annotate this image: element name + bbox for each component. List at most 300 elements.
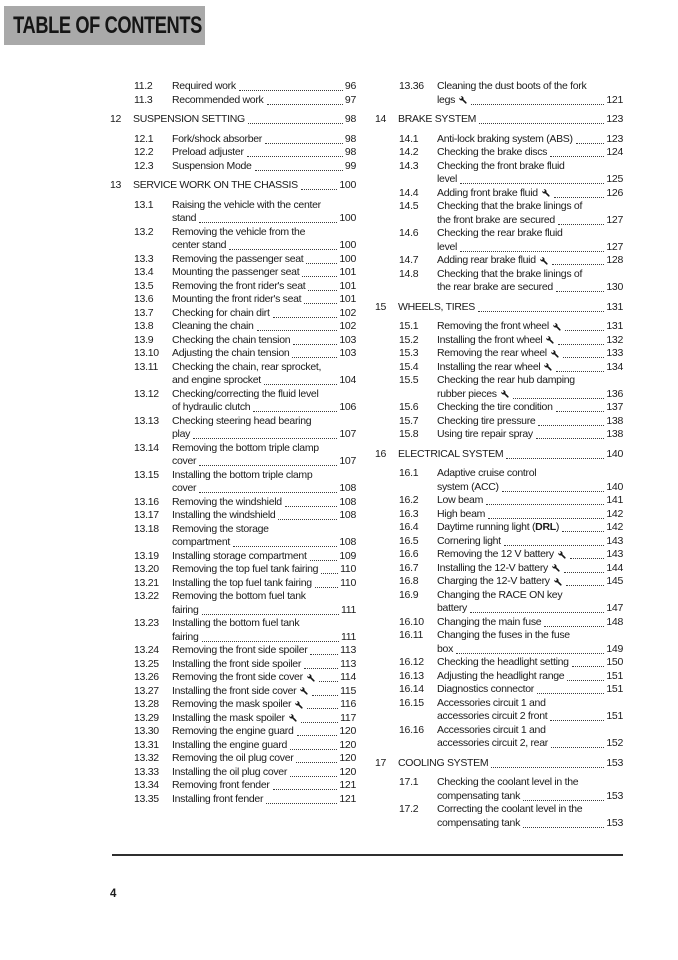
wrench-icon xyxy=(294,700,304,710)
entry-title: Cleaning the chain xyxy=(172,320,254,332)
dot-leader xyxy=(266,793,337,804)
wrench-icon xyxy=(550,349,560,359)
entry-line xyxy=(172,361,356,375)
entry-body xyxy=(172,644,356,658)
entry-body xyxy=(437,521,623,535)
entry-body xyxy=(437,589,623,616)
dot-leader xyxy=(264,374,338,385)
page-ref: 148 xyxy=(606,615,623,628)
entry-body xyxy=(437,494,623,508)
entry-title: Installing the front side cover xyxy=(172,684,297,697)
page-number: 4 xyxy=(110,888,117,900)
wrench-icon xyxy=(551,563,561,573)
entry-title: Installing the rear wheel xyxy=(437,360,541,373)
dot-leader xyxy=(273,307,338,318)
toc-chapter xyxy=(110,113,356,127)
entry-number: 16.5 xyxy=(399,534,419,547)
entry-body xyxy=(437,227,623,254)
entry-line xyxy=(172,590,356,604)
entry-number: 16.12 xyxy=(399,656,424,668)
entry-title: Removing the passenger seat xyxy=(172,252,304,265)
page-header xyxy=(4,6,205,45)
page-ref: 123 xyxy=(606,113,623,125)
page-ref: 101 xyxy=(339,293,356,305)
page-title: TABLE OF CONTENTS xyxy=(13,11,202,39)
dot-leader xyxy=(297,725,338,736)
entry-title: Removing the 12 V battery xyxy=(437,548,554,560)
entry-title: Checking steering head bearing xyxy=(172,414,312,427)
dot-leader xyxy=(562,521,604,532)
page-ref: 140 xyxy=(606,447,623,460)
entry-body xyxy=(172,752,356,766)
entry-line xyxy=(172,199,356,213)
page-ref: 151 xyxy=(606,683,623,695)
dot-leader xyxy=(471,94,604,105)
dot-leader xyxy=(537,683,604,694)
entry-line xyxy=(437,790,623,804)
entry-body xyxy=(172,199,356,226)
entry-line xyxy=(172,266,356,280)
page-ref: 108 xyxy=(339,536,356,548)
entry-body xyxy=(172,671,356,685)
entry-body xyxy=(172,160,356,174)
entry-body xyxy=(172,739,356,753)
page-ref: 101 xyxy=(339,279,356,292)
entry-line xyxy=(172,536,356,550)
entry-number: 13.23 xyxy=(134,617,159,629)
entry-line xyxy=(437,347,623,361)
entry-title: center stand xyxy=(172,239,227,251)
page-ref: 120 xyxy=(339,752,356,764)
entry-title: BRAKE SYSTEM xyxy=(398,113,477,125)
toc-entry xyxy=(110,415,356,442)
dot-leader xyxy=(565,320,605,331)
dot-leader xyxy=(199,212,337,223)
entry-line xyxy=(172,509,356,523)
toc-entry xyxy=(110,671,356,685)
entry-title: cover xyxy=(172,482,197,494)
page-ref: 100 xyxy=(339,179,356,191)
dot-leader xyxy=(319,671,338,682)
page-ref: 131 xyxy=(606,300,623,313)
toc-entry xyxy=(375,254,623,268)
entry-body xyxy=(172,320,356,334)
entry-body xyxy=(172,617,356,644)
toc-chapter xyxy=(110,179,356,193)
entry-title: Checking the rear hub damping xyxy=(437,374,575,386)
dot-leader xyxy=(558,334,604,345)
entry-title: Removing the windshield xyxy=(172,495,282,508)
entry-body xyxy=(172,388,356,415)
entry-title: Checking that the brake linings of xyxy=(437,267,583,280)
page-ref: 149 xyxy=(606,642,623,655)
entry-title: Low beam xyxy=(437,494,484,506)
wrench-icon xyxy=(543,362,553,372)
entry-line xyxy=(437,173,623,187)
entry-line xyxy=(172,401,356,415)
entry-line xyxy=(172,617,356,631)
page-ref: 138 xyxy=(606,414,623,427)
page-ref: 97 xyxy=(344,93,356,106)
dot-leader xyxy=(302,266,337,277)
entry-title: Required work xyxy=(172,80,236,92)
dot-leader xyxy=(199,455,337,466)
entry-body xyxy=(437,535,623,549)
entry-title: SERVICE WORK ON THE CHASSIS xyxy=(133,179,298,191)
toc-entry xyxy=(375,535,623,549)
page-ref: 109 xyxy=(339,549,356,562)
toc-entry xyxy=(110,253,356,267)
entry-line xyxy=(172,766,356,780)
dot-leader xyxy=(315,577,338,588)
page-ref: 108 xyxy=(339,482,356,494)
dot-leader xyxy=(306,253,337,264)
toc-entry xyxy=(375,575,623,589)
entry-number: 16.11 xyxy=(399,629,423,641)
toc-entry xyxy=(110,94,356,108)
page-ref: 100 xyxy=(339,239,356,251)
dot-leader xyxy=(321,563,338,574)
wrench-icon xyxy=(557,550,567,560)
toc-entry xyxy=(110,793,356,807)
page-ref: 144 xyxy=(606,561,623,574)
entry-body xyxy=(437,187,623,201)
entry-line xyxy=(437,214,623,228)
wrench-icon xyxy=(539,256,549,266)
entry-line xyxy=(437,643,623,657)
toc-entry xyxy=(110,133,356,147)
wrench-icon xyxy=(306,673,316,683)
page-ref: 120 xyxy=(339,765,356,778)
wrench-icon xyxy=(545,335,555,345)
toc-entry xyxy=(375,227,623,254)
entry-line xyxy=(437,334,623,348)
entry-number: 16.3 xyxy=(399,507,419,520)
entry-title: Checking the chain tension xyxy=(172,333,291,346)
page-ref: 126 xyxy=(606,186,623,199)
entry-line xyxy=(172,658,356,672)
dot-leader xyxy=(488,508,604,519)
entry-number: 16.1 xyxy=(399,467,419,479)
page-ref: 141 xyxy=(606,494,623,506)
toc-entry xyxy=(375,589,623,616)
entry-line xyxy=(437,710,623,724)
entry-body xyxy=(437,374,623,401)
entry-title: legs xyxy=(437,93,456,106)
entry-line xyxy=(172,442,356,456)
entry-line xyxy=(172,388,356,402)
page-ref: 121 xyxy=(606,93,623,106)
page-ref: 138 xyxy=(606,428,623,440)
entry-title: Installing the front side spoiler xyxy=(172,657,302,670)
page-ref: 133 xyxy=(606,347,623,359)
entry-line xyxy=(172,496,356,510)
entry-title: Suspension Mode xyxy=(172,159,252,172)
entry-title: Installing the front wheel xyxy=(437,333,543,346)
entry-body xyxy=(437,268,623,295)
toc-entry xyxy=(375,187,623,201)
entry-title: Checking tire pressure xyxy=(437,414,536,427)
page-ref: 114 xyxy=(340,671,356,683)
entry-body xyxy=(172,94,356,108)
page-ref: 151 xyxy=(606,710,623,722)
entry-title: Accessories circuit 1 and xyxy=(437,723,546,736)
entry-body xyxy=(172,442,356,469)
dot-leader xyxy=(576,133,605,144)
entry-number: 13.17 xyxy=(134,509,159,521)
page-ref: 120 xyxy=(339,725,356,737)
entry-line xyxy=(172,698,356,712)
dot-leader xyxy=(304,293,337,304)
entry-number: 14.8 xyxy=(399,267,419,280)
entry-title: Removing the engine guard xyxy=(172,725,294,737)
page-ref: 132 xyxy=(606,333,623,346)
dot-leader xyxy=(558,214,604,225)
entry-number: 13.25 xyxy=(134,657,159,670)
page-ref: 153 xyxy=(606,816,623,829)
toc-entry xyxy=(110,361,356,388)
page-ref: 128 xyxy=(606,254,623,266)
toc-entry xyxy=(375,160,623,187)
entry-number: 14.4 xyxy=(399,186,419,199)
page-ref: 113 xyxy=(340,657,356,670)
entry-title: compensating tank xyxy=(437,789,521,802)
entry-body xyxy=(437,562,623,576)
entry-body xyxy=(172,685,356,699)
entry-title: Adaptive cruise control xyxy=(437,467,537,479)
dot-leader xyxy=(478,301,604,312)
entry-line xyxy=(437,200,623,214)
entry-title: battery xyxy=(437,602,467,614)
toc-entry xyxy=(375,467,623,494)
entry-number: 13.18 xyxy=(134,522,159,535)
toc-entry xyxy=(110,347,356,361)
entry-line xyxy=(437,521,623,535)
entry-number: 13.16 xyxy=(134,495,159,508)
dot-leader xyxy=(248,113,343,124)
entry-title: Checking that the brake linings of xyxy=(437,200,583,212)
entry-line xyxy=(437,241,623,255)
entry-body xyxy=(172,469,356,496)
dot-leader xyxy=(255,160,343,171)
chapter-number: 17 xyxy=(375,756,387,769)
entry-body xyxy=(172,226,356,253)
toc-entry xyxy=(375,334,623,348)
dot-leader xyxy=(513,388,605,399)
entry-number: 16.6 xyxy=(399,548,419,560)
entry-body xyxy=(437,697,623,724)
entry-title: Checking the tire condition xyxy=(437,401,553,413)
toc-entry xyxy=(375,697,623,724)
page-ref: 120 xyxy=(339,738,356,751)
entry-line xyxy=(172,685,356,699)
entry-number: 11.3 xyxy=(134,93,153,106)
entry-title: Installing the 12-V battery xyxy=(437,561,548,574)
page-ref: 147 xyxy=(606,602,623,614)
toc-entry xyxy=(110,160,356,174)
entry-body xyxy=(437,334,623,348)
entry-title: Removing the front rider's seat xyxy=(172,279,306,292)
entry-line xyxy=(437,361,623,375)
entry-title: Preload adjuster xyxy=(172,146,244,158)
dot-leader xyxy=(470,602,604,613)
entry-line xyxy=(437,320,623,334)
page-ref: 131 xyxy=(606,320,623,332)
page-ref: 140 xyxy=(606,480,623,493)
entry-line xyxy=(437,548,623,562)
entry-line xyxy=(437,803,623,817)
entry-body xyxy=(172,293,356,307)
page-ref: 125 xyxy=(606,173,623,185)
entry-number: 13.14 xyxy=(134,441,159,454)
entry-line xyxy=(172,779,356,793)
dot-leader xyxy=(247,146,343,157)
page-ref: 142 xyxy=(606,507,623,520)
entry-number: 13.27 xyxy=(134,684,159,697)
page-ref: 100 xyxy=(339,252,356,265)
entry-title: play xyxy=(172,428,191,440)
entry-line xyxy=(172,550,356,564)
page-ref: 127 xyxy=(606,240,623,253)
page-ref: 137 xyxy=(606,401,623,413)
entry-body xyxy=(172,361,356,388)
page-ref: 96 xyxy=(344,80,356,92)
entry-line xyxy=(172,671,356,685)
entry-body xyxy=(172,793,356,807)
entry-title: level xyxy=(437,173,458,185)
toc-entry xyxy=(375,629,623,656)
entry-title: accessories circuit 2, rear xyxy=(437,737,548,749)
entry-title: Adding front brake fluid xyxy=(437,186,538,199)
entry-number: 15.4 xyxy=(399,360,419,373)
dot-leader xyxy=(551,737,604,748)
entry-number: 15.2 xyxy=(399,333,419,346)
entry-body xyxy=(437,683,623,697)
entry-body xyxy=(437,616,623,630)
toc-entry xyxy=(110,80,356,94)
entry-title: Checking the chain, rear sprocket, xyxy=(172,360,322,373)
entry-number: 13.36 xyxy=(399,80,424,92)
wrench-icon xyxy=(299,686,309,696)
entry-line xyxy=(172,307,356,321)
page-ref: 130 xyxy=(606,281,623,293)
entry-title: Mounting the passenger seat xyxy=(172,266,300,278)
entry-title: Adjusting the headlight range xyxy=(437,669,565,682)
toc-entry xyxy=(110,509,356,523)
toc-chapter xyxy=(375,757,623,771)
entry-line xyxy=(172,133,356,147)
dot-leader xyxy=(257,320,338,331)
dot-leader xyxy=(570,548,605,559)
entry-number: 13.10 xyxy=(134,347,159,359)
chapter-number: 15 xyxy=(375,300,387,313)
toc-chapter xyxy=(375,448,623,462)
entry-body xyxy=(172,563,356,577)
entry-title: rubber pieces xyxy=(437,387,497,400)
entry-number: 13.13 xyxy=(134,414,159,427)
page-ref: 121 xyxy=(339,779,356,791)
dot-leader xyxy=(479,113,604,124)
page-ref: 106 xyxy=(339,401,356,413)
dot-leader xyxy=(301,179,338,190)
toc-entry xyxy=(375,80,623,107)
entry-body xyxy=(437,428,623,442)
dot-leader xyxy=(307,698,338,709)
entry-line xyxy=(437,415,623,429)
dot-leader xyxy=(556,281,604,292)
entry-title: box xyxy=(437,642,454,655)
entry-body xyxy=(172,146,356,160)
entry-title: High beam xyxy=(437,507,486,520)
dot-leader xyxy=(554,187,605,198)
entry-line xyxy=(437,616,623,630)
entry-line xyxy=(437,388,623,402)
entry-line xyxy=(437,562,623,576)
chapter-number: 12 xyxy=(110,113,122,125)
entry-number: 13.5 xyxy=(134,279,154,292)
entry-body xyxy=(437,254,623,268)
toc-entry xyxy=(110,712,356,726)
entry-line xyxy=(437,697,623,711)
dot-leader xyxy=(536,428,605,439)
entry-title: Diagnostics connector xyxy=(437,683,535,695)
entry-title: Cornering light xyxy=(437,534,501,547)
entry-title: Checking the headlight setting xyxy=(437,656,569,668)
entry-number: 13.3 xyxy=(134,252,154,265)
toc-entry xyxy=(375,562,623,576)
entry-body xyxy=(437,133,623,147)
dot-leader xyxy=(504,535,605,546)
entry-body xyxy=(437,670,623,684)
entry-title: Removing the rear wheel xyxy=(437,347,547,359)
toc-entry xyxy=(375,616,623,630)
page-ref: 111 xyxy=(340,603,356,616)
entry-line xyxy=(437,80,623,94)
entry-line xyxy=(437,724,623,738)
entry-title: Mounting the front rider's seat xyxy=(172,293,302,305)
page-ref: 110 xyxy=(340,563,356,575)
entry-body xyxy=(437,508,623,522)
entry-number: 13.2 xyxy=(134,225,154,238)
entry-body xyxy=(172,280,356,294)
entry-title: Removing the vehicle from the xyxy=(172,225,306,238)
entry-body xyxy=(172,266,356,280)
toc-column-right xyxy=(375,80,623,830)
entry-line xyxy=(437,776,623,790)
entry-number: 15.6 xyxy=(399,401,419,413)
dot-leader xyxy=(308,280,337,291)
entry-line xyxy=(437,146,623,160)
entry-line xyxy=(172,577,356,591)
entry-line xyxy=(172,739,356,753)
entry-title: WHEELS, TIRES xyxy=(398,300,476,313)
toc-column-left xyxy=(110,80,356,806)
entry-number: 13.32 xyxy=(134,752,159,764)
entry-number: 13.9 xyxy=(134,333,154,346)
entry-body xyxy=(172,307,356,321)
entry-body xyxy=(437,347,623,361)
entry-line xyxy=(437,535,623,549)
entry-number: 13.6 xyxy=(134,293,154,305)
entry-title: Checking/correcting the fluid level xyxy=(172,387,319,400)
entry-line xyxy=(437,281,623,295)
entry-title: system (ACC) xyxy=(437,480,499,493)
dot-leader xyxy=(290,766,337,777)
entry-title: stand xyxy=(172,212,197,224)
entry-number: 13.12 xyxy=(134,387,159,400)
toc-entry xyxy=(110,550,356,564)
page-ref: 99 xyxy=(344,159,356,172)
